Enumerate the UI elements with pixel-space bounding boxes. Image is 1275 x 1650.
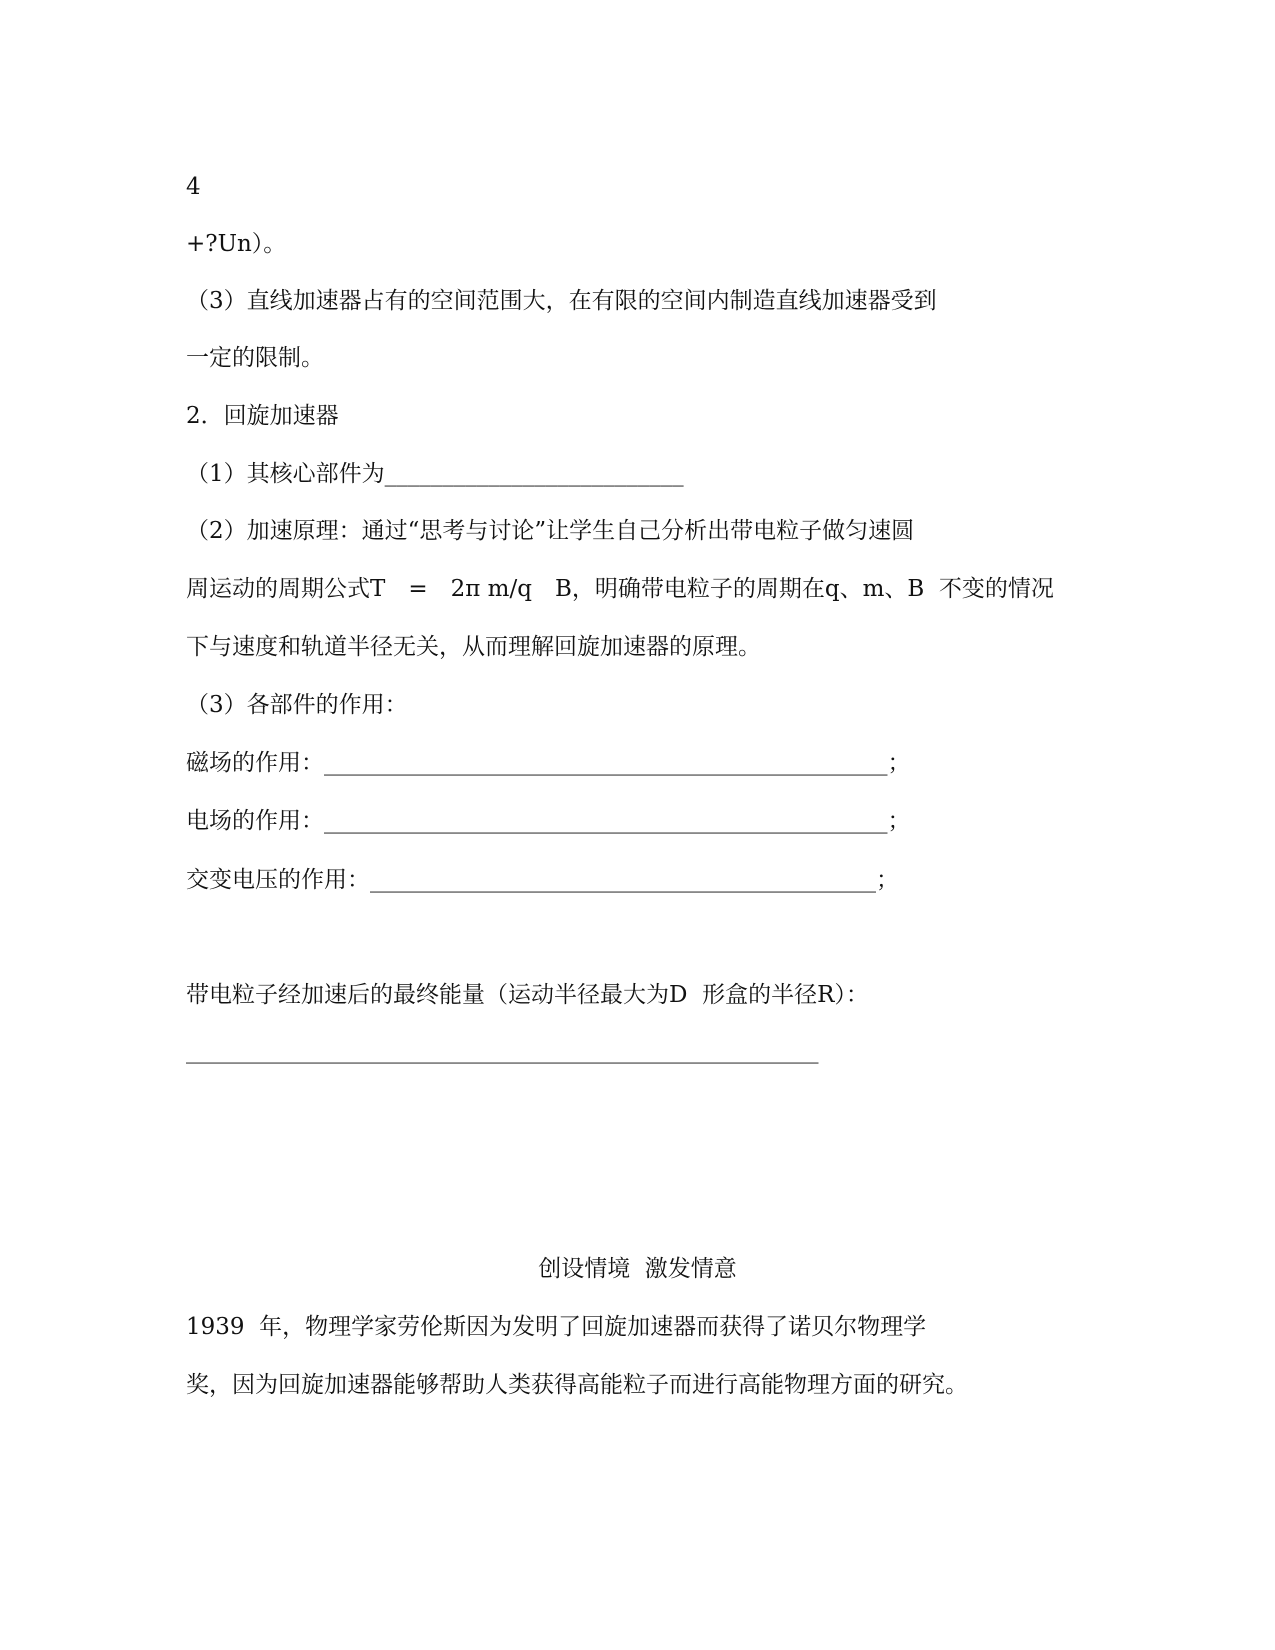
paragraph-line: 奖，因为回旋加速器能够帮助人类获得高能粒子而进行高能物理方面的研究。 bbox=[186, 1372, 968, 1398]
fill-in-line: _______________________________________________________ bbox=[186, 1038, 819, 1064]
paragraph-line: （3）直线加速器占有的空间范围大，在有限的空间内制造直线加速器受到 bbox=[186, 288, 937, 314]
formula-fragment: +?Un）。 bbox=[186, 231, 287, 257]
page-number-fragment: 4 bbox=[186, 174, 201, 200]
paragraph-line: 一定的限制。 bbox=[186, 345, 324, 371]
paragraph-line: 下与速度和轨道半径无关，从而理解回旋加速器的原理。 bbox=[186, 634, 761, 660]
fill-in-line: 磁场的作用：_________________________________________________； bbox=[186, 750, 911, 776]
fill-in-line: 交变电压的作用：____________________________________________； bbox=[186, 867, 899, 893]
paragraph-line: 周运动的周期公式T = 2π m/q B，明确带电粒子的周期在q、m、B 不变的情况 bbox=[186, 576, 1054, 602]
fill-in-line: 电场的作用：_________________________________________________； bbox=[186, 808, 911, 834]
section-title: 2．回旋加速器 bbox=[186, 403, 339, 429]
paragraph-line: 1939 年，物理学家劳伦斯因为发明了回旋加速器而获得了诺贝尔物理学 bbox=[186, 1314, 927, 1340]
fill-in-line: （1）其核心部件为__________________________ bbox=[186, 461, 684, 487]
section-heading: 创设情境 激发情意 bbox=[538, 1256, 737, 1282]
paragraph-line: 带电粒子经加速后的最终能量（运动半径最大为D 形盒的半径R）： bbox=[186, 982, 869, 1008]
paragraph-line: （2）加速原理：通过“思考与讨论”让学生自己分析出带电粒子做匀速圆 bbox=[186, 518, 915, 544]
paragraph-line: （3）各部件的作用： bbox=[186, 692, 408, 718]
